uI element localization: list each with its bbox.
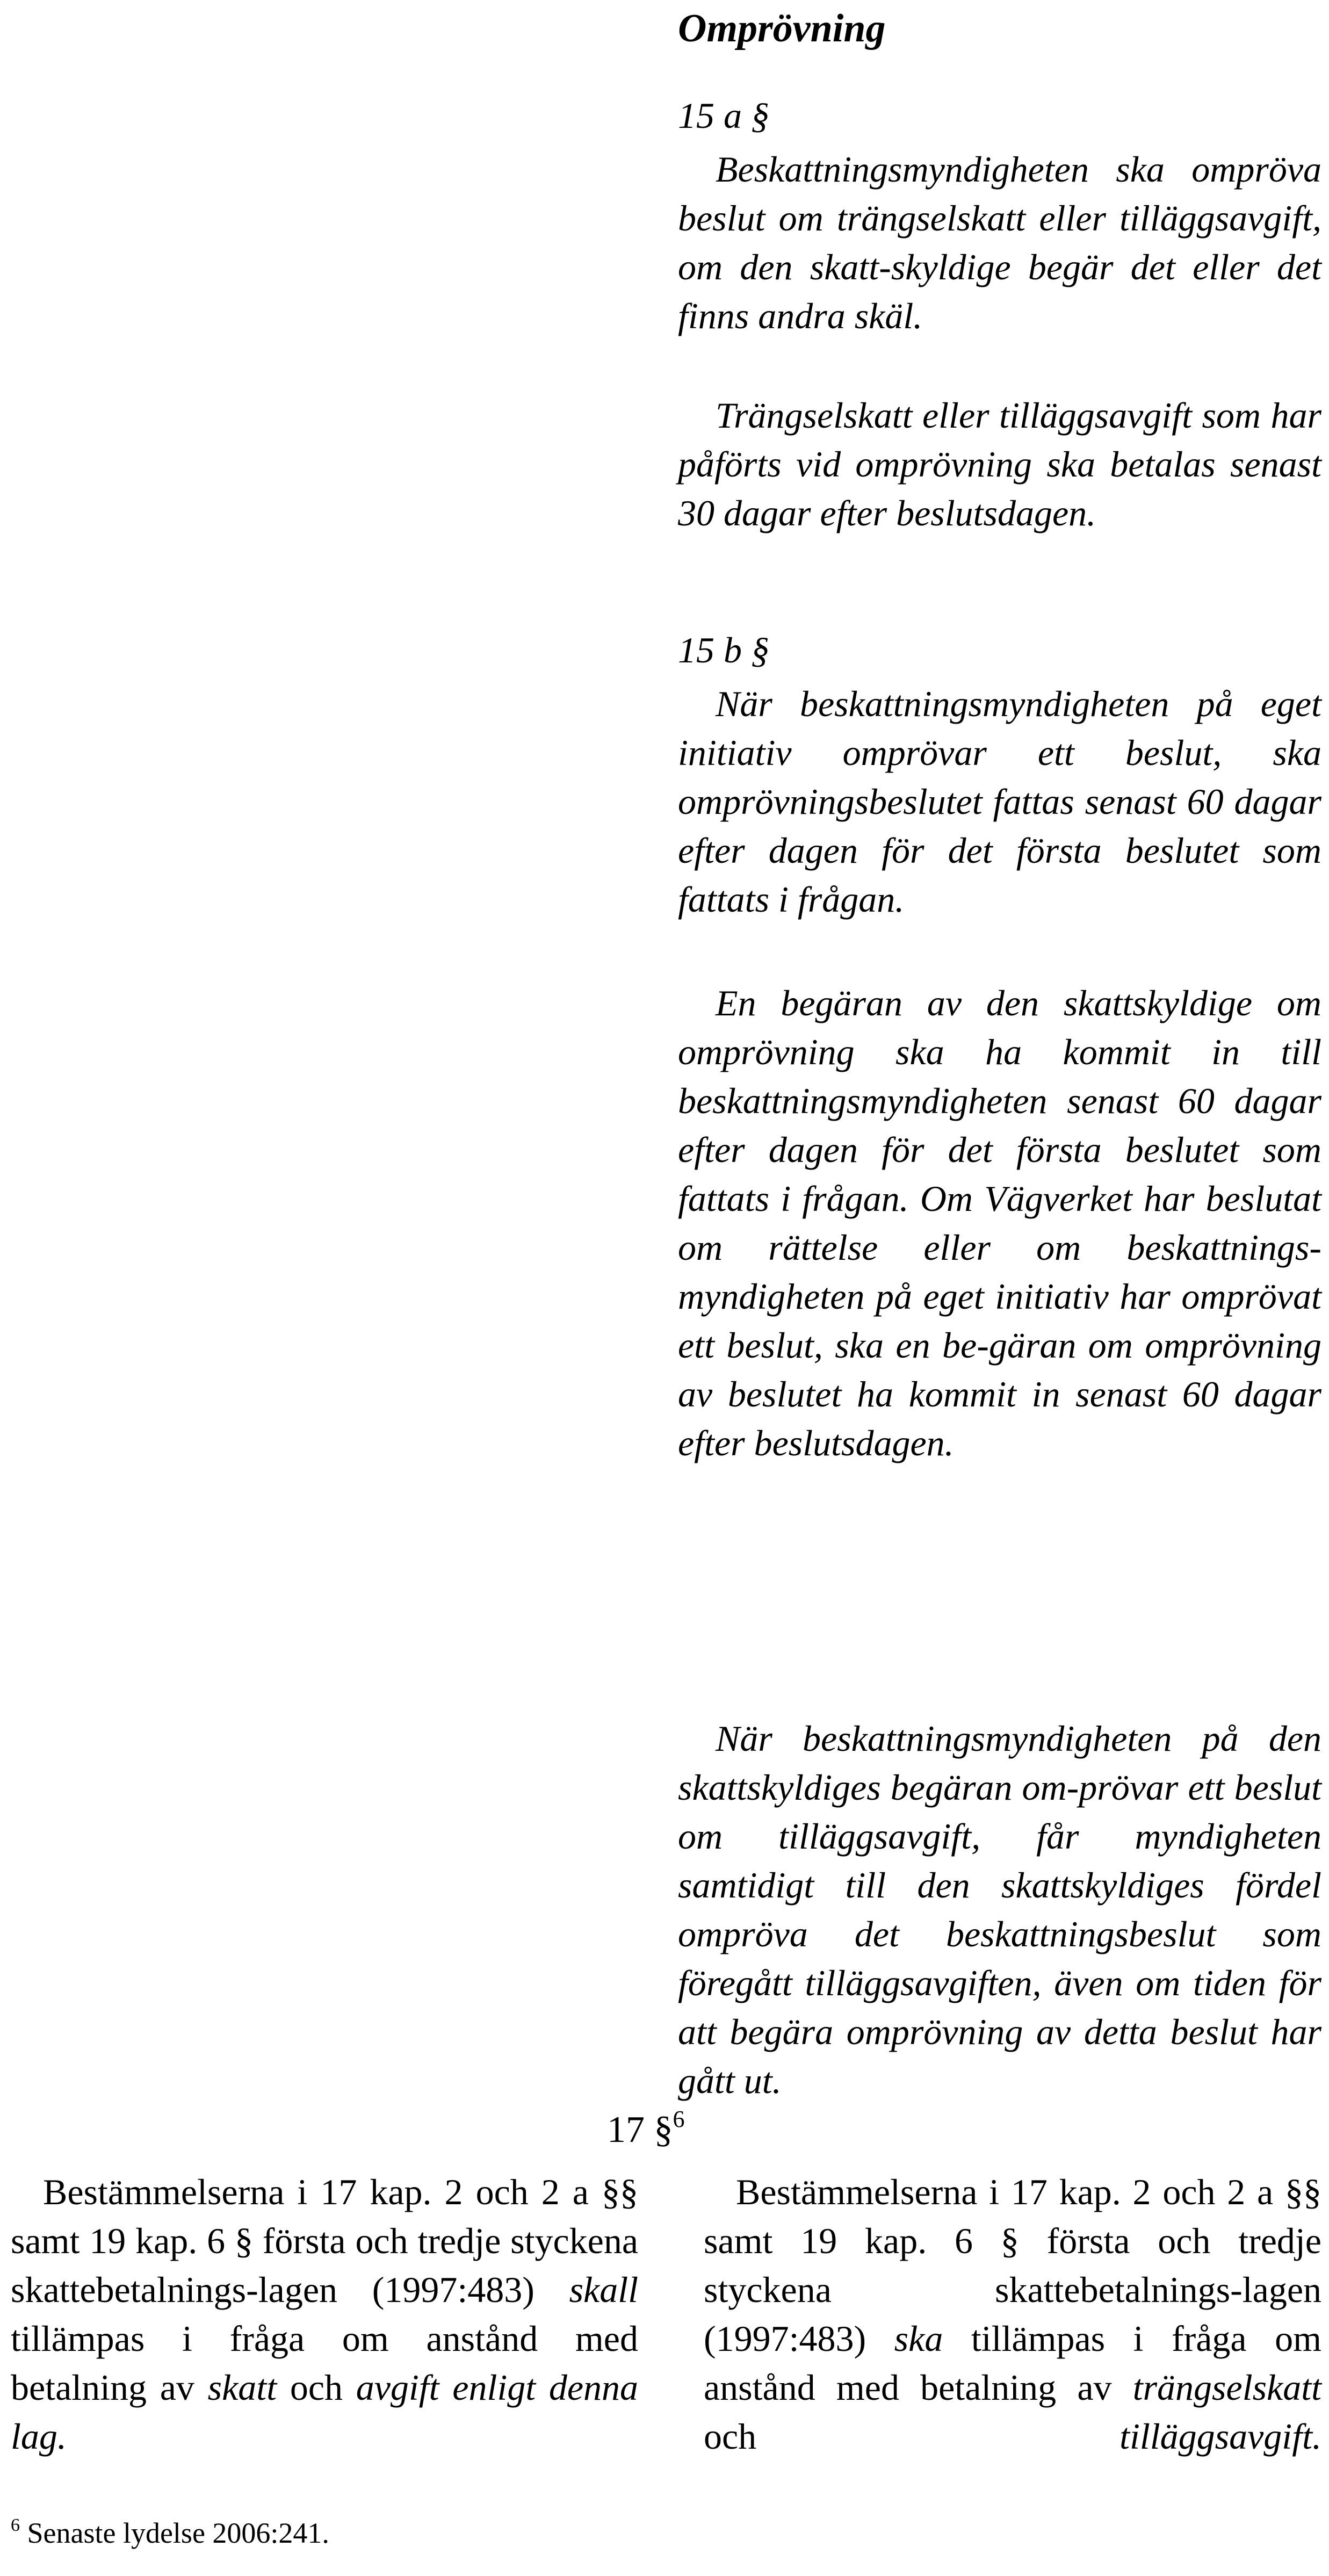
paragraph-number-15a: 15 a § bbox=[678, 95, 769, 136]
footnote-reference: 6 bbox=[673, 2106, 685, 2132]
paragraph-15b-text-2: En begäran av den skattskyldige om omprövning ska ha kommit in till beskattningsmyndigheten senast 60 dagar efter dagen för det första beslutet som fattats i frågan. Om Vägverket har beslutat om rättelse eller om beskattnings-myndigheten på eget initiativ har omprövat ett beslut, ska en be-gäran om omprövning av beslutet ha kommit in senast 60 dagar efter beslutsdagen. bbox=[678, 983, 1321, 1463]
paragraph-number-15b: 15 b § bbox=[678, 630, 769, 670]
footnote bbox=[11, 2514, 329, 2552]
paragraph-15b-text-3: När beskattningsmyndigheten på den skattskyldiges begäran om-prövar ett beslut om tilläggsavgift, får myndigheten samtidigt till den skattskyldiges fördel ompröva det beskattningsbeslut som föregått tilläggsavgiften, även om tiden för att begära omprövning av detta beslut har gått ut. bbox=[678, 1718, 1321, 2101]
footnote-marker: 6 bbox=[11, 2515, 20, 2535]
paragraph-15a-text-1: Beskattningsmyndigheten ska ompröva beslut om trängselskatt eller tilläggsavgift, om den skatt-skyldige begär det eller det finns andra skäl. bbox=[678, 149, 1321, 336]
paragraph-15b-text-1: När beskattningsmyndigheten på eget initiativ omprövar ett beslut, ska omprövningsbeslutet fattas senast 60 dagar efter dagen för det första beslutet som fattats i frågan. bbox=[678, 683, 1321, 920]
proposed-wording-column: Bestämmelserna i 17 kap. 2 och 2 a §§ samt 19 kap. 6 § första och tredje styckena skattebetalnings-lagen (1997:483) ska tillämpas i fråga om anstånd med betalning av trängselskatt och tilläggsavgift. bbox=[704, 2171, 1322, 2457]
current-wording-column: Bestämmelserna i 17 kap. 2 och 2 a §§ samt 19 kap. 6 § första och tredje styckena skattebetalnings-lagen (1997:483) skall tillämpas i fråga om anstånd med betalning av skatt och avgift enligt denna lag. bbox=[11, 2171, 639, 2457]
footnote-text: Senaste lydelse 2006:241. bbox=[27, 2517, 329, 2549]
paragraph-15a-text-2: Trängselskatt eller tilläggsavgift som har påförts vid omprövning ska betalas senast 30 dagar efter beslutsdagen. bbox=[678, 395, 1321, 533]
section-heading: Omprövning bbox=[678, 6, 886, 50]
paragraph-number-17: 17 §$^6$ bbox=[607, 2106, 685, 2151]
